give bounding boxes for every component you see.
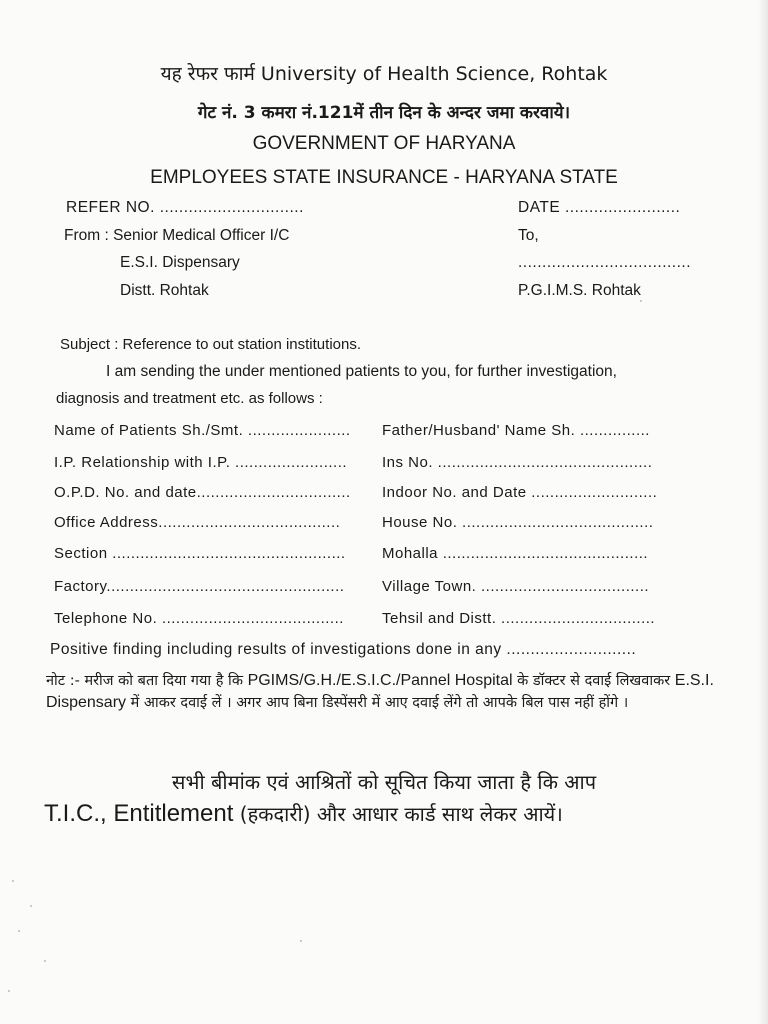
ip-relationship-field: I.P. Relationship with I.P. ........................ <box>54 454 348 471</box>
to-blank-field: .................................... <box>518 254 692 271</box>
indoor-no-field: Indoor No. and Date ........................... <box>382 484 658 501</box>
note-prefix: नोट :- मरीज को बता दिया गया है कि <box>46 673 248 689</box>
note-hospitals: PGIMS/G.H./E.S.I.C./Pannel Hospital <box>247 672 513 689</box>
scan-speck <box>30 905 32 907</box>
scan-speck <box>18 930 20 932</box>
header-line-1: यह रेफर फार्म University of Health Science, Rohtak <box>160 63 608 85</box>
telephone-field: Telephone No. ....................................... <box>54 610 344 627</box>
notice-tic: T.I.C., Entitlement <box>44 800 234 827</box>
subject-line: Subject : Reference to out station institutions. <box>60 336 362 353</box>
dispensary-label: E.S.I. Dispensary <box>120 254 240 271</box>
mohalla-field: Mohalla ............................................ <box>382 545 649 562</box>
tehsil-distt-field: Tehsil and Distt. ................................. <box>382 610 656 627</box>
ins-no-field: Ins No. .............................................. <box>382 454 653 471</box>
government-heading: GOVERNMENT OF HARYANA <box>252 133 516 154</box>
header-line-2: गेट नं. 3 कमरा नं.121में तीन दिन के अन्दर जमा करवाये। <box>197 103 571 123</box>
scan-speck <box>640 300 642 302</box>
patient-name-field: Name of Patients Sh./Smt. ...................... <box>54 422 351 439</box>
date-field: DATE ........................ <box>518 199 681 216</box>
paragraph-line-1: I am sending the under mentioned patients to you, for further investigation, <box>106 363 617 380</box>
scan-speck <box>44 960 46 962</box>
house-no-field: House No. ......................................... <box>382 514 654 531</box>
positive-finding-field: Positive finding including results of investigations done in any ........................... <box>50 641 637 658</box>
village-town-field: Village Town. .................................... <box>382 578 650 595</box>
distt-label: Distt. Rohtak <box>120 282 209 299</box>
opd-no-field: O.P.D. No. and date................................. <box>54 484 351 501</box>
notice-line-2-rest: (हकदारी) और आधार कार्ड साथ लेकर आयें। <box>233 802 563 826</box>
from-label: From : Senior Medical Officer I/C <box>64 227 290 244</box>
office-address-field: Office Address....................................... <box>54 514 341 531</box>
factory-field: Factory................................................... <box>54 578 345 595</box>
note-mid-2: में आकर दवाई लें । अगर आप बिना डिस्पेंसरी में आए दवाई लेंगे तो आपके बिल पास नहीं होंगे । <box>126 695 629 711</box>
paragraph-line-2: diagnosis and treatment etc. as follows : <box>56 390 323 407</box>
scan-speck <box>12 880 14 882</box>
pgims-label: P.G.I.M.S. Rohtak <box>518 282 641 299</box>
refer-no-field: REFER NO. .............................. <box>66 199 304 216</box>
section-field: Section .................................................. <box>54 545 346 562</box>
scan-speck <box>8 990 10 992</box>
to-label: To, <box>518 227 539 244</box>
note-paragraph <box>46 670 726 714</box>
father-husband-name-field: Father/Husband' Name Sh. ............... <box>382 422 650 439</box>
notice-line-2 <box>44 800 734 828</box>
note-mid-1: के डॉक्टर से दवाई लिखवाकर <box>512 673 675 689</box>
scan-speck <box>300 940 302 942</box>
notice-line-1: सभी बीमांक एवं आश्रितों को सूचित किया जाता है कि आप <box>171 770 597 794</box>
note-esi: E.S.I. Dispensary <box>46 672 714 711</box>
esi-heading: EMPLOYEES STATE INSURANCE - HARYANA STATE <box>150 167 618 188</box>
